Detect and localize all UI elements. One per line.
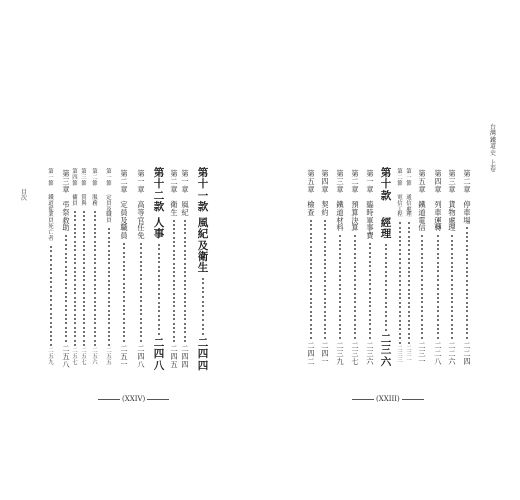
toc-leader-dots bbox=[451, 235, 453, 339]
toc-leader-dots bbox=[123, 243, 125, 342]
toc-entry-page: 二 二 四 bbox=[463, 341, 471, 366]
toc-entry-major bbox=[379, 0, 393, 500]
toc-entry-title: 傭 員 bbox=[72, 195, 78, 207]
toc-entry-title: 電 信 工 程 bbox=[397, 195, 403, 219]
toc-entry-page: 二 四 四 bbox=[197, 337, 209, 372]
toc-leader-dots bbox=[324, 220, 326, 339]
right-page-folio: (XXIII) bbox=[352, 395, 424, 403]
toc-entry-chapter bbox=[460, 0, 474, 500]
toc-entry-page: 二 五 九 bbox=[48, 348, 54, 366]
toc-entry-number: 第 二 節 bbox=[92, 169, 98, 187]
toc-leader-dots bbox=[437, 235, 439, 339]
toc-entry-title: 賞 與 bbox=[81, 195, 87, 207]
toc-entry-chapter bbox=[167, 0, 181, 500]
toc-entry-title: 弔 祭 救 助 bbox=[62, 200, 70, 233]
toc-entry-page: 二 五 七 bbox=[81, 348, 87, 366]
toc-entry-chapter bbox=[348, 0, 362, 500]
toc-entry-number: 第 三 章 bbox=[336, 169, 344, 194]
toc-entry-number: 第 二 章 bbox=[120, 169, 128, 194]
toc-entry-title: 預 算 決 算 bbox=[351, 200, 359, 233]
toc-leader-dots bbox=[354, 235, 356, 339]
toc-entry-page: 二 四 一 bbox=[321, 341, 329, 366]
toc-entry-page: 二 三 九 bbox=[336, 341, 344, 366]
toc-entry-number: 第 十 二 款 bbox=[153, 167, 165, 213]
toc-entry-chapter bbox=[59, 0, 73, 500]
toc-entry-chapter bbox=[117, 0, 131, 500]
toc-entry-number: 第 四 章 bbox=[321, 169, 329, 194]
toc-entry-page: 二 二 六 bbox=[448, 341, 456, 366]
toc-entry-page: 二 四 二 bbox=[307, 341, 315, 366]
toc-leader-dots bbox=[466, 227, 468, 339]
toc-entry-number: 第 一 章 bbox=[181, 169, 189, 194]
toc-leader-dots bbox=[83, 211, 85, 346]
toc-entry-page: 二 三 六 bbox=[366, 341, 374, 366]
toc-entry-chapter bbox=[318, 0, 332, 500]
toc-entry-number: 第 四 章 bbox=[434, 169, 442, 194]
toc-entry-chapter bbox=[431, 0, 445, 500]
toc-entry-page: 二 三 六 bbox=[380, 333, 392, 368]
toc-entry-title: 列 車 運 轉 bbox=[434, 200, 442, 233]
toc-entry-page: 二 四 四 bbox=[181, 344, 189, 369]
toc-entry-page: 二 三 三 bbox=[397, 346, 403, 364]
toc-entry-chapter bbox=[304, 0, 318, 500]
toc-entry-title: 鐵 道 材 料 bbox=[336, 200, 344, 233]
toc-entry-number: 第 一 章 bbox=[366, 169, 374, 194]
toc-entry-title: 風 紀 及 衛 生 bbox=[197, 217, 209, 275]
toc-entry-chapter bbox=[363, 0, 377, 500]
toc-leader-dots bbox=[369, 243, 371, 339]
toc-leader-dots bbox=[202, 278, 204, 335]
toc-entry-major bbox=[196, 0, 210, 500]
toc-leader-dots bbox=[140, 243, 142, 342]
toc-entry-title: 貨 物 處 理 bbox=[448, 200, 456, 233]
toc-entry-title: 契 約 bbox=[321, 200, 329, 217]
toc-entry-page: 二 二 八 bbox=[434, 341, 442, 366]
toc-entry-number: 第 二 節 bbox=[397, 169, 403, 187]
right-page-header: 台 灣 鐵 道 史 上 卷 bbox=[490, 124, 497, 174]
toc-entry-section bbox=[102, 0, 116, 500]
toc-leader-dots bbox=[50, 246, 52, 346]
toc-entry-major bbox=[152, 0, 166, 500]
toc-entry-page: 二 四 五 bbox=[170, 344, 178, 369]
toc-leader-dots bbox=[399, 222, 401, 344]
right-page bbox=[260, 0, 520, 500]
toc-entry-page: 二 四 八 bbox=[137, 344, 145, 369]
toc-entry-page: 二 四 八 bbox=[153, 337, 165, 372]
toc-entry-number: 第 二 章 bbox=[351, 169, 359, 194]
toc-entry-page: 二 五 六 bbox=[92, 348, 98, 366]
toc-entry-number: 第 十 一 款 bbox=[197, 167, 209, 213]
toc-leader-dots bbox=[421, 235, 423, 339]
toc-entry-title: 定 員 及 職 員 bbox=[106, 195, 112, 225]
toc-leader-dots bbox=[310, 220, 312, 339]
toc-entry-chapter bbox=[445, 0, 459, 500]
toc-entry-chapter bbox=[333, 0, 347, 500]
toc-entry-page: 二 五 八 bbox=[62, 344, 70, 369]
toc-entry-section bbox=[44, 0, 58, 500]
toc-entry-number: 第 五 章 bbox=[307, 169, 315, 194]
toc-entry-title: 鐵 道 從 業 員 死 亡 者 bbox=[48, 195, 54, 242]
toc-entry-number: 第 三 節 bbox=[81, 169, 87, 187]
toc-entry-number: 第 二 章 bbox=[463, 169, 471, 194]
toc-entry-number: 第 一 章 bbox=[137, 169, 145, 194]
toc-entry-title: 鐵 道 電 信 bbox=[418, 200, 426, 233]
left-page-header: 目 次 bbox=[21, 189, 28, 203]
toc-leader-dots bbox=[108, 228, 110, 346]
toc-entry-title: 人 事 bbox=[153, 217, 165, 241]
toc-entry-title: 高 等 官 任 免 bbox=[137, 200, 145, 241]
toc-entry-number: 第 十 款 bbox=[380, 167, 392, 202]
toc-entry-title: 臨 時 軍 事 費 bbox=[366, 200, 374, 241]
toc-leader-dots bbox=[173, 220, 175, 342]
toc-entry-number: 第 一 節 bbox=[406, 169, 412, 187]
toc-entry-page: 二 三 一 bbox=[418, 341, 426, 366]
toc-entry-number: 第 二 章 bbox=[170, 169, 178, 194]
toc-leader-dots bbox=[184, 220, 186, 342]
toc-entry-page: 二 三 七 bbox=[351, 341, 359, 366]
toc-entry-chapter bbox=[134, 0, 148, 500]
toc-entry-number: 第 五 章 bbox=[418, 169, 426, 194]
toc-entry-title: 定 員 及 職 員 bbox=[120, 200, 128, 241]
toc-entry-chapter bbox=[415, 0, 429, 500]
toc-leader-dots bbox=[385, 244, 387, 331]
toc-entry-title: 經 理 bbox=[380, 217, 392, 241]
toc-leader-dots bbox=[408, 222, 410, 344]
toc-entry-page: 二 五 七 bbox=[72, 348, 78, 366]
toc-entry-number: 第 一 節 bbox=[48, 169, 54, 187]
toc-entry-section bbox=[393, 0, 407, 500]
toc-leader-dots bbox=[74, 211, 76, 346]
toc-leader-dots bbox=[94, 211, 96, 346]
toc-entry-title: 檢 查 bbox=[307, 200, 315, 217]
toc-entry-page: 二 五 一 bbox=[120, 344, 128, 369]
toc-entry-number: 第 一 節 bbox=[106, 169, 112, 187]
toc-entry-title: 通 信 處 理 bbox=[406, 195, 412, 219]
toc-entry-title: 衛 生 bbox=[170, 200, 178, 217]
toc-leader-dots bbox=[339, 235, 341, 339]
toc-entry-title: 風 紀 bbox=[181, 200, 189, 217]
left-page-folio: (XXIV) bbox=[98, 395, 169, 403]
toc-entry-number: 第 三 章 bbox=[62, 169, 70, 194]
toc-entry-title: 服 務 bbox=[92, 195, 98, 207]
toc-entry-number: 第 四 節 bbox=[72, 169, 78, 187]
toc-entry-page: 二 五 五 bbox=[106, 348, 112, 366]
toc-entry-number: 第 三 章 bbox=[448, 169, 456, 194]
toc-entry-page: 二 三 一 bbox=[406, 346, 412, 364]
toc-leader-dots bbox=[158, 244, 160, 335]
toc-leader-dots bbox=[65, 235, 67, 342]
toc-entry-title: 停 車 場 bbox=[463, 200, 471, 225]
